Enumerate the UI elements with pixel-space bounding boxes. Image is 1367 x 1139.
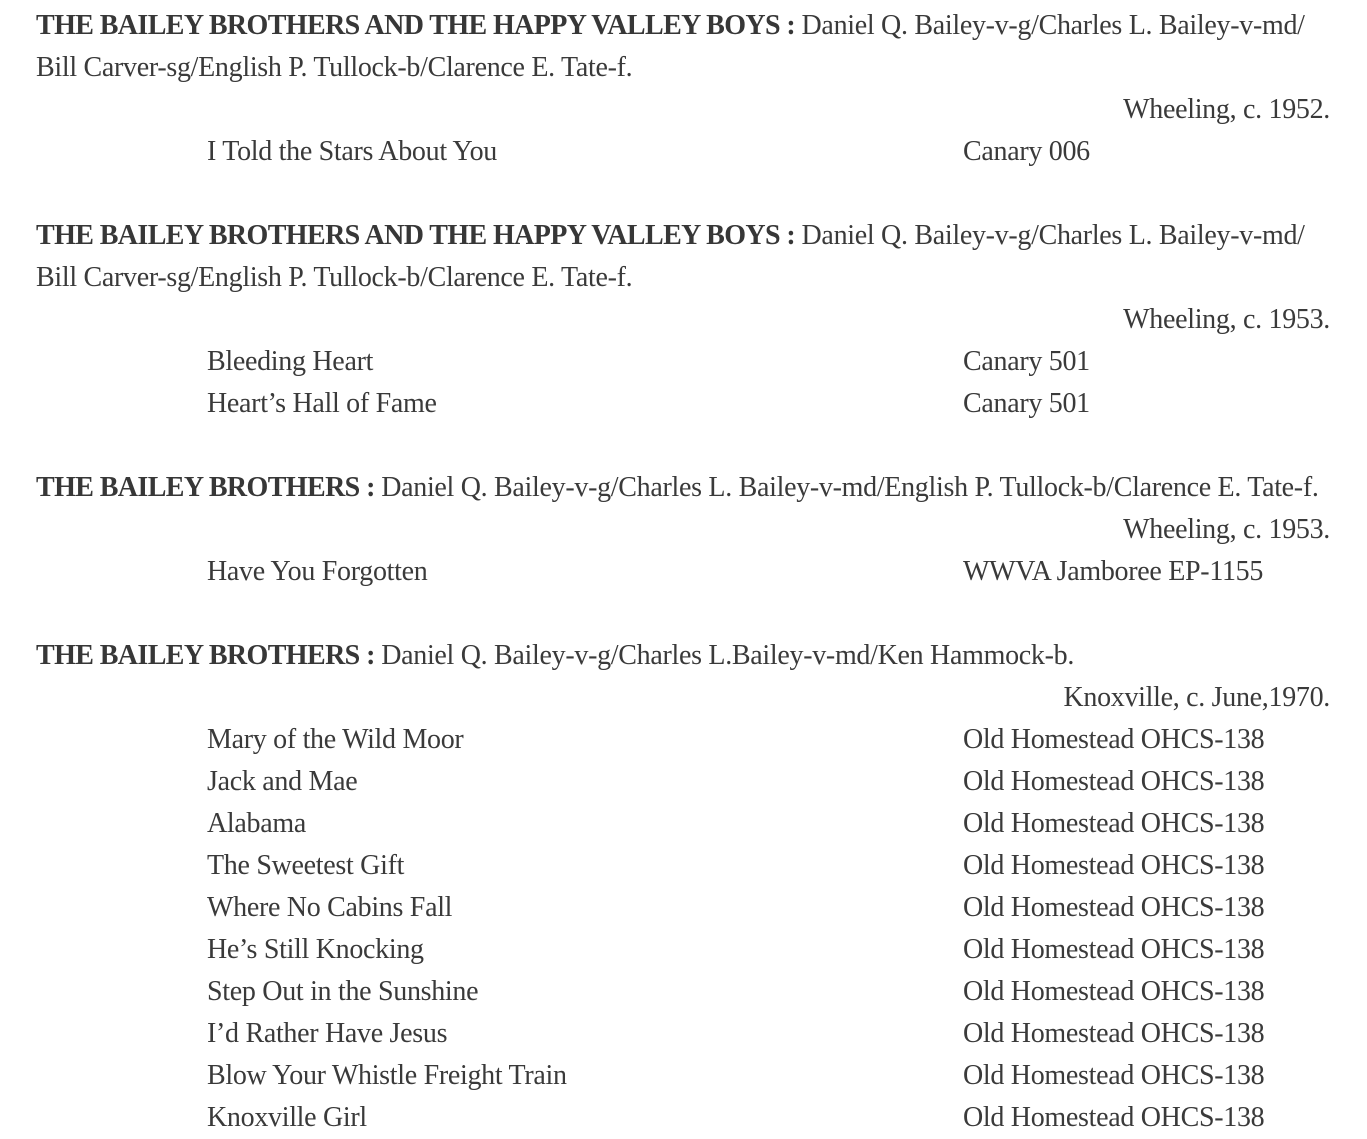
track-row	[0, 1055, 1367, 1097]
track-row	[0, 383, 1367, 425]
track-title: Mary of the Wild Moor	[207, 724, 464, 755]
artist-name: THE BAILEY BROTHERS AND THE HAPPY VALLEY BOYS	[36, 220, 780, 251]
entry-header	[0, 467, 1367, 509]
track-row	[0, 887, 1367, 929]
track-row	[0, 971, 1367, 1013]
record-label: Canary 006	[963, 136, 1090, 167]
track-title: The Sweetest Gift	[207, 850, 405, 881]
personnel-line: Daniel Q. Bailey-v-g/Charles L. Bailey-v-md/	[801, 220, 1305, 251]
spacer	[0, 425, 1367, 467]
discography-entry	[0, 215, 1367, 425]
record-label: Old Homestead OHCS-138	[963, 766, 1265, 797]
track-title: Alabama	[207, 808, 306, 839]
track-title: I Told the Stars About You	[207, 136, 497, 167]
personnel-line: Bill Carver-sg/English P. Tullock-b/Clarence E. Tate-f.	[36, 52, 633, 83]
track-title: Where No Cabins Fall	[207, 892, 453, 923]
personnel-line: Daniel Q. Bailey-v-g/Charles L.Bailey-v-md/Ken Hammock-b.	[381, 640, 1075, 671]
entry-header	[0, 635, 1367, 677]
record-label: Old Homestead OHCS-138	[963, 1018, 1265, 1049]
track-title: I’d Rather Have Jesus	[207, 1018, 448, 1049]
artist-colon: :	[359, 640, 382, 671]
entry-header	[0, 5, 1367, 47]
record-label: Old Homestead OHCS-138	[963, 976, 1265, 1007]
entry-header	[0, 215, 1367, 257]
artist-name: THE BAILEY BROTHERS	[36, 640, 360, 671]
artist-colon: :	[779, 220, 802, 251]
track-title: Bleeding Heart	[207, 346, 374, 377]
record-label: Old Homestead OHCS-138	[963, 934, 1265, 965]
track-row	[0, 761, 1367, 803]
track-row	[0, 131, 1367, 173]
discography-entry	[0, 5, 1367, 173]
record-label: Old Homestead OHCS-138	[963, 1060, 1265, 1091]
record-label: Old Homestead OHCS-138	[963, 850, 1265, 881]
record-label: Old Homestead OHCS-138	[963, 808, 1265, 839]
spacer	[0, 173, 1367, 215]
location-date: Wheeling, c. 1953.	[1123, 514, 1330, 545]
track-row	[0, 1013, 1367, 1055]
track-row	[0, 341, 1367, 383]
artist-colon: :	[359, 472, 382, 503]
track-row	[0, 719, 1367, 761]
record-label: WWVA Jamboree EP-1155	[963, 556, 1264, 587]
record-label: Canary 501	[963, 346, 1090, 377]
track-title: Heart’s Hall of Fame	[207, 388, 437, 419]
artist-colon: :	[779, 10, 802, 41]
track-row	[0, 845, 1367, 887]
location-date: Wheeling, c. 1952.	[1123, 94, 1330, 125]
track-row	[0, 929, 1367, 971]
spacer	[0, 593, 1367, 635]
track-row	[0, 803, 1367, 845]
discography-page	[0, 5, 1367, 1139]
record-label: Old Homestead OHCS-138	[963, 892, 1265, 923]
track-title: Blow Your Whistle Freight Train	[207, 1060, 567, 1091]
artist-name: THE BAILEY BROTHERS	[36, 472, 360, 503]
artist-name: THE BAILEY BROTHERS AND THE HAPPY VALLEY BOYS	[36, 10, 780, 41]
discography-entry	[0, 635, 1367, 1139]
personnel-line: Daniel Q. Bailey-v-g/Charles L. Bailey-v-md/	[801, 10, 1305, 41]
personnel-line: Daniel Q. Bailey-v-g/Charles L. Bailey-v-md/English P. Tullock-b/Clarence E. Tate-f.	[381, 472, 1319, 503]
track-title: He’s Still Knocking	[207, 934, 424, 965]
track-title: Jack and Mae	[207, 766, 358, 797]
personnel-line: Bill Carver-sg/English P. Tullock-b/Clarence E. Tate-f.	[36, 262, 633, 293]
record-label: Old Homestead OHCS-138	[963, 1102, 1265, 1133]
record-label: Canary 501	[963, 388, 1090, 419]
discography-entry	[0, 467, 1367, 593]
track-title: Step Out in the Sunshine	[207, 976, 479, 1007]
track-title: Knoxville Girl	[207, 1102, 367, 1133]
track-title: Have You Forgotten	[207, 556, 428, 587]
location-date: Wheeling, c. 1953.	[1123, 304, 1330, 335]
track-row	[0, 1097, 1367, 1139]
record-label: Old Homestead OHCS-138	[963, 724, 1265, 755]
location-date: Knoxville, c. June,1970.	[1063, 682, 1330, 713]
track-row	[0, 551, 1367, 593]
